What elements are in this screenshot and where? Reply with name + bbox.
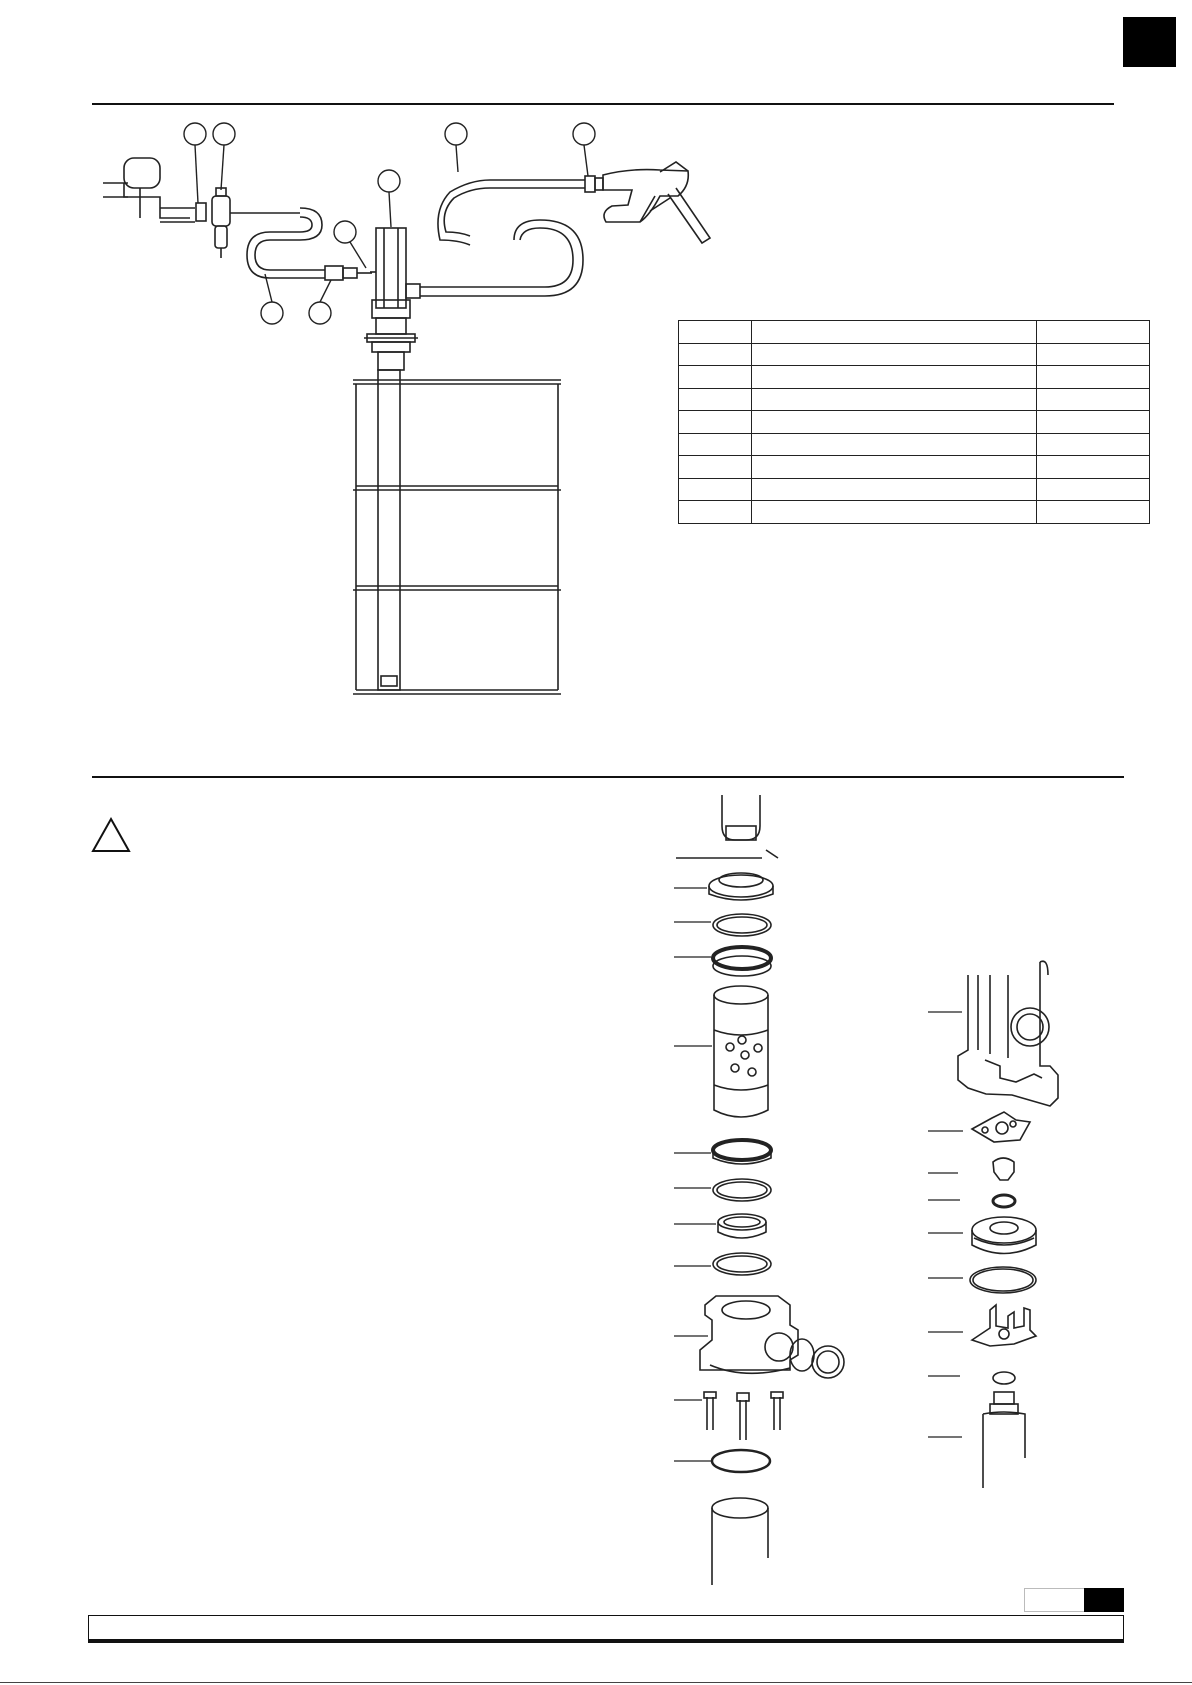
exploded-view-lower (674, 795, 844, 1585)
parts-table-row (679, 343, 1150, 366)
parts-table-cell (752, 478, 1037, 501)
parts-table-cell (1037, 456, 1150, 479)
parts-table-cell (752, 411, 1037, 434)
air-supply-piping (103, 158, 206, 222)
parts-table-cell (679, 366, 752, 389)
footer-bar (88, 1639, 1124, 1643)
parts-table-cell (679, 321, 752, 344)
page-edge (0, 1682, 1192, 1683)
parts-table-cell (1037, 343, 1150, 366)
parts-table-cell (1037, 433, 1150, 456)
installation-diagram (103, 123, 710, 694)
exploded-view-upper (928, 961, 1058, 1488)
parts-table-cell (1037, 411, 1150, 434)
parts-table-cell (679, 411, 752, 434)
parts-table-cell (752, 388, 1037, 411)
parts-table-cell (1037, 321, 1150, 344)
parts-table-row (679, 388, 1150, 411)
footer-box (88, 1615, 1124, 1641)
dispensing-nozzle (585, 162, 710, 243)
parts-table-row (679, 366, 1150, 389)
parts-table-cell (752, 456, 1037, 479)
drum (353, 370, 561, 694)
fluid-hose (420, 180, 585, 296)
parts-table (678, 320, 1150, 524)
parts-table-row (679, 456, 1150, 479)
page-number-tab (1084, 1588, 1124, 1612)
parts-table-cell (679, 501, 752, 524)
parts-table-cell (679, 433, 752, 456)
parts-table-row (679, 478, 1150, 501)
parts-table-cell (752, 321, 1037, 344)
parts-table-cell (1037, 478, 1150, 501)
parts-table-row (679, 321, 1150, 344)
parts-table-cell (1037, 388, 1150, 411)
parts-table-cell (752, 343, 1037, 366)
parts-table-cell (752, 366, 1037, 389)
warning-triangle-icon (90, 816, 132, 854)
parts-table-cell (679, 456, 752, 479)
parts-table-cell (1037, 501, 1150, 524)
parts-table-cell (752, 433, 1037, 456)
parts-table-row (679, 433, 1150, 456)
parts-table-row (679, 411, 1150, 434)
callouts (184, 123, 595, 324)
parts-table-cell (679, 343, 752, 366)
pump-motor (364, 228, 420, 370)
parts-table-cell (1037, 366, 1150, 389)
parts-table-cell (679, 478, 752, 501)
air-hose (247, 208, 372, 280)
parts-table-cell (752, 501, 1037, 524)
parts-table-cell (679, 388, 752, 411)
parts-table-row (679, 501, 1150, 524)
